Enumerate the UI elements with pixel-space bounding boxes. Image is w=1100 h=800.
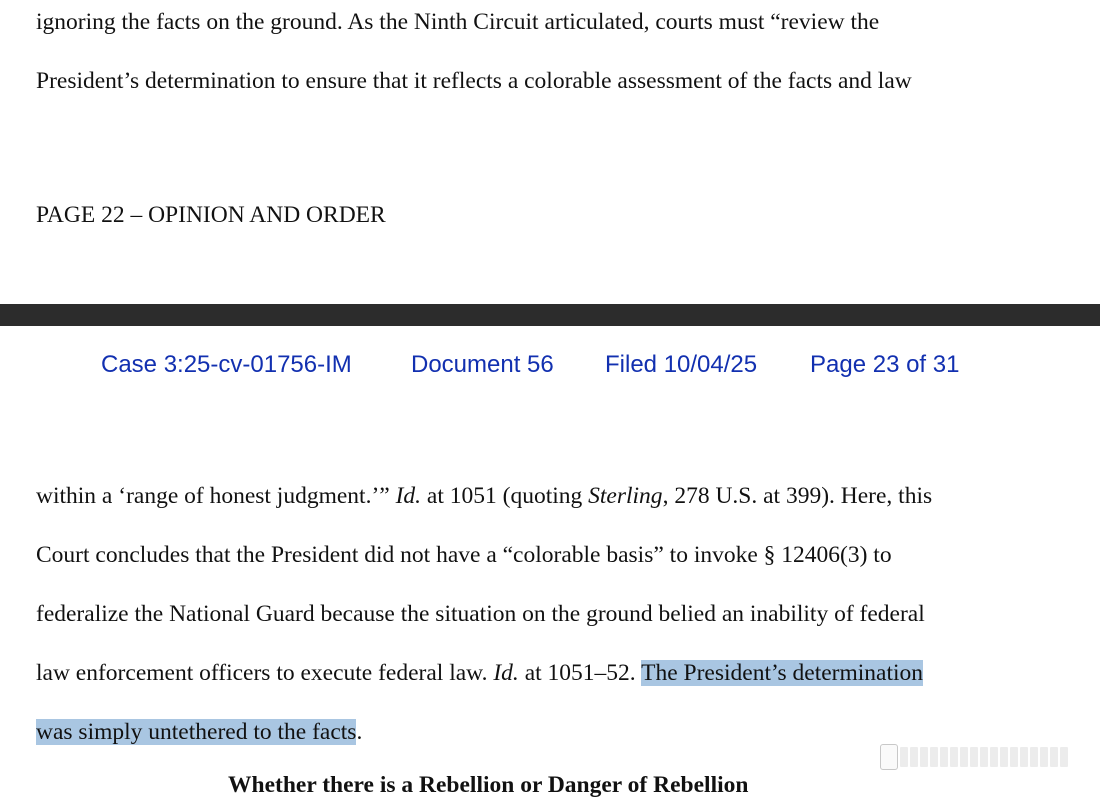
body-line [36, 658, 923, 688]
scroll-tick [920, 747, 928, 767]
scroll-tick [970, 747, 978, 767]
case-header [0, 348, 1100, 382]
page-scroll-icon[interactable] [880, 742, 1090, 772]
scroll-tick [1030, 747, 1038, 767]
text-run: , 278 U.S. at 399). Here, this [662, 483, 933, 509]
scroll-tick [980, 747, 988, 767]
section-heading: Whether there is a Rebellion or Danger of Rebellion [228, 772, 749, 798]
body-line: President’s determination to ensure that it reflects a colorable assessment of the facts and law [36, 68, 912, 94]
scroll-tick [900, 747, 908, 767]
text-run: at 1051–52. [518, 660, 642, 686]
text-run: law enforcement officers to execute federal law. [36, 660, 494, 686]
body-line [36, 481, 932, 511]
scroll-tick [960, 747, 968, 767]
highlighted-text[interactable]: was simply untethered to the facts [36, 719, 357, 745]
body-line: federalize the National Guard because the situation on the ground belied an inability of federal [36, 601, 925, 627]
scroll-tick [1010, 747, 1018, 767]
case-number: Case 3:25-cv-01756-IM [101, 351, 352, 378]
scroll-tick [990, 747, 998, 767]
page-number: Page 23 of 31 [810, 351, 960, 378]
highlighted-text[interactable]: The President’s determination [641, 660, 924, 686]
page-footer: PAGE 22 – OPINION AND ORDER [36, 202, 386, 228]
previous-page [0, 0, 1100, 304]
body-line [36, 717, 362, 747]
scroll-tick [930, 747, 938, 767]
scroll-knob-icon[interactable] [880, 744, 898, 770]
text-run: within a ‘range of honest judgment.’” [36, 483, 396, 509]
document-number: Document 56 [411, 351, 554, 378]
scroll-tick [1000, 747, 1008, 767]
scroll-tick [940, 747, 948, 767]
scroll-tick [1050, 747, 1058, 767]
body-line: ignoring the facts on the ground. As the Ninth Circuit articulated, courts must “review the [36, 9, 880, 35]
scroll-tick [1060, 747, 1068, 767]
citation-id: Id. [493, 660, 519, 686]
text-run: . [356, 719, 363, 745]
scroll-tick [950, 747, 958, 767]
filed-date: Filed 10/04/25 [605, 351, 758, 378]
text-run: at 1051 (quoting [421, 483, 589, 509]
case-name: Sterling [588, 483, 663, 509]
scroll-tick [1040, 747, 1048, 767]
body-line: Court concludes that the President did not have a “colorable basis” to invoke § 12406(3) to [36, 542, 892, 568]
page-divider [0, 304, 1100, 326]
citation-id: Id. [395, 483, 422, 509]
scroll-tick [1020, 747, 1028, 767]
scroll-tick [910, 747, 918, 767]
